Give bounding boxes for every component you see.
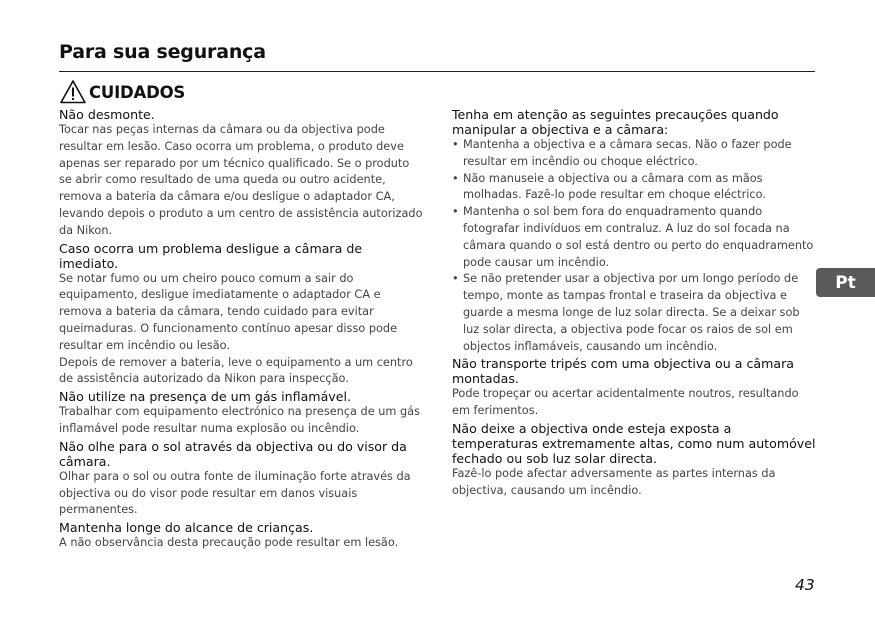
caution-label: CUIDADOS [89, 82, 186, 102]
section-children [59, 520, 423, 552]
section-heading: Não desmonte. [59, 107, 155, 122]
precautions-list [452, 137, 816, 355]
caution-header [59, 79, 185, 105]
list-item: • Se não pretender usar a objectiva por um longo período de tempo, monte as tampas frontal e traseira da objectiva e guarde a mesma longe de luz solar directa. Se a deixar sob luz solar directa, a objectiva pode focar os raios de sol em objectos inflamáveis, causando um incêndio. [452, 271, 816, 355]
language-tab: Pt [816, 268, 875, 297]
list-item: • Não manuseie a objectiva ou a câmara com as mãos molhadas. Fazê-lo pode resultar em choque eléctrico. [452, 171, 816, 205]
page-number: 43 [795, 576, 815, 594]
title-rule [59, 71, 815, 72]
section-text: Se notar fumo ou um cheiro pouco comum a sair do equipamento, desligue imediatamente o adaptador CA e remova a bateria da câmara, tendo cuidado para evitar queimaduras. O funcionamento contínuo apesar disso pode resultar em incêndio ou lesão. [59, 271, 398, 352]
section-heading: Tenha em atenção as seguintes precauções quando manipular a objectiva e a câmara: [452, 107, 779, 137]
section-text: Pode tropeçar ou acertar acidentalmente noutros, resultando em ferimentos. [452, 387, 799, 418]
list-item: • Mantenha a objectiva e a câmara secas. Não o fazer pode resultar em incêndio ou choque eléctrico. [452, 137, 816, 171]
section-text: Olhar para o sol ou outra fonte de iluminação forte através da objectiva ou do visor pode resultar em danos visuais permanentes. [59, 469, 411, 517]
warning-triangle-icon [59, 79, 87, 105]
left-column [59, 107, 423, 553]
section-problem-turn-off [59, 241, 423, 389]
section-text: Fazê-lo pode afectar adversamente as partes internas da objectiva, causando um incêndio. [452, 466, 776, 497]
section-sun-viewfinder [59, 439, 423, 519]
page-title: Para sua segurança [59, 41, 266, 63]
section-text: Tocar nas peças internas da câmara ou da objectiva pode resultar em lesão. Caso ocorra um problema, o produto deve apenas ser reparado por um técnico qualificado. Se o produto se abrir como resultado de uma queda ou outro acidente, remova a bateria da câmara e/ou desligue o adaptador CA, levando depois o produto a um centro de assistência autorizado da Nikon. [59, 123, 423, 237]
section-tripods [452, 356, 816, 420]
section-heading: Não deixe a objectiva onde esteja exposta a temperaturas extremamente altas, como num automóvel fechado ou sob luz solar directa. [452, 420, 816, 466]
section-heading: Caso ocorra um problema desligue a câmara de imediato. [59, 240, 363, 271]
section-precautions [452, 107, 816, 355]
section-heading: Não transporte tripés com uma objectiva ou a câmara montadas. [452, 356, 794, 387]
section-heading: Mantenha longe do alcance de crianças. [59, 520, 314, 536]
section-high-temperatures [452, 421, 816, 500]
section-flammable-gas [59, 389, 423, 438]
section-heading: Não olhe para o sol através da objectiva ou do visor da câmara. [59, 438, 407, 469]
section-text: Trabalhar com equipamento electrónico na presença de um gás inflamável pode resultar numa explosão ou incêndio. [59, 405, 420, 435]
section-text: Depois de remover a bateria, leve o equipamento a um centro de assistência autorizado da Nikon para inspecção. [59, 355, 413, 386]
section-text: A não observância desta precaução pode resultar em lesão. [59, 536, 399, 550]
section-no-disassemble [59, 107, 423, 240]
right-column [452, 107, 816, 501]
list-item: • Mantenha o sol bem fora do enquadramento quando fotografar indivíduos em contraluz. A luz do sol focada na câmara quando o sol está dentro ou perto do enquadramento pode causar um incêndio. [452, 204, 816, 271]
section-heading: Não utilize na presença de um gás inflamável. [59, 389, 351, 405]
